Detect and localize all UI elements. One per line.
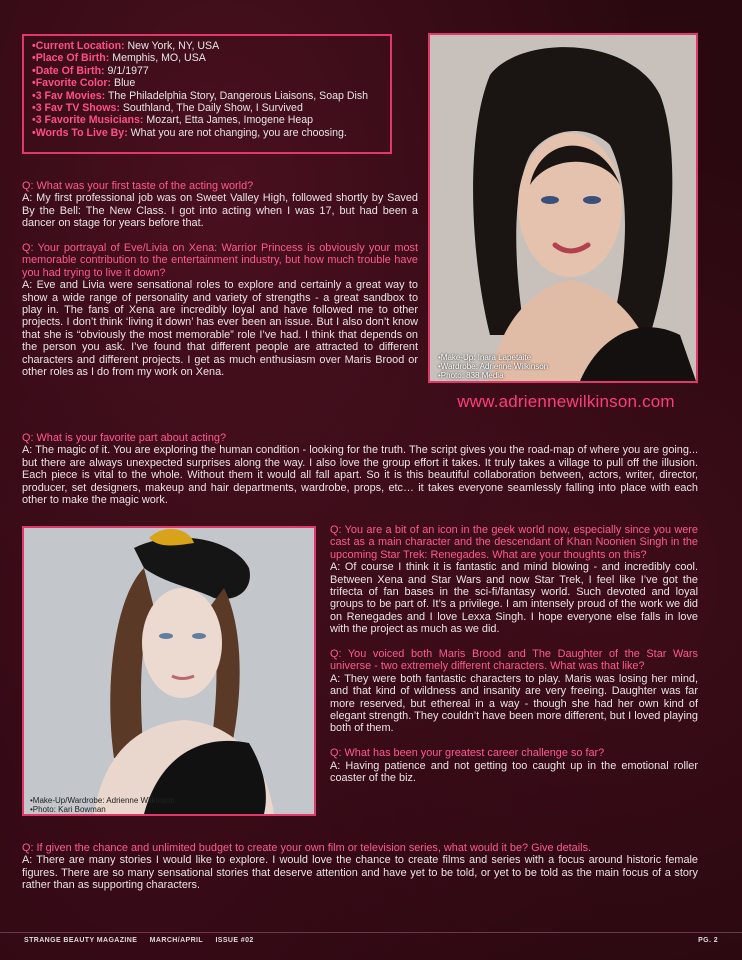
- fact-item: [32, 77, 382, 89]
- fact-value: Southland, The Daily Show, I Survived: [119, 102, 303, 115]
- page-number: PG. 2: [698, 937, 718, 944]
- fact-item: [32, 90, 382, 102]
- fact-item: [32, 40, 382, 52]
- qa-block: [22, 180, 418, 230]
- interview-column-2: [330, 524, 698, 797]
- fact-value: Mozart, Etta James, Imogene Heap: [143, 114, 314, 127]
- answer: A: There are many stories I would like to explore. I would love the chance to create films and series with a focus around historic female figures. There are so many sensational stories that deserve attention and have yet to be told, or yet to be told as the main focus of a story rather than as supporting characters.: [22, 854, 698, 892]
- answer: A: They were both fantastic characters to play. Maris was losing her mind, and that kind of wildness and insanity are very freeing. Daughter was far more reserved, but ethereal in a way - though she had her own kind of elegant strength. They couldn’t have been more different, but I loved playing both of them.: [330, 672, 698, 735]
- fact-value: Blue: [111, 77, 136, 90]
- question: Q: You are a bit of an icon in the geek world now, especially since you were cast as a main character and the descendant of Khan Noonien Singh in the upcoming Star Trek: Renegades. What are your thoughts on this?: [330, 524, 698, 561]
- answer: A: Eve and Livia were sensational roles to explore and certainly a great way to show a wide range of personality and variety of strengths - a great sandbox to play in. The fans of Xena are incredibly loyal and have followed me to other projects. I don’t think ‘living it down’ has ever been an issue. But I also don’t know that she is “obviously the most memorable” role I’ve had. I think that depends on the person you ask. I’ve found that different people are attracted to different characters and different projects. I get as much enthusiasm over Maris Brood or other roles as I do from my work on Xena.: [22, 279, 418, 379]
- qa-block: [330, 524, 698, 636]
- issue-date: MARCH/APRIL: [149, 937, 204, 944]
- photo-credits-2: [30, 796, 175, 814]
- fact-box: [22, 34, 392, 154]
- portrait-illustration-2: [24, 528, 314, 814]
- answer: A: My first professional job was on Sweet Valley High, followed shortly by Saved By the Bell: The New Class. I got into acting when I was 17, but had been a dancer on stage for years before that.: [22, 192, 418, 230]
- interview-full-width-2: [22, 842, 698, 904]
- fact-label: •3 Fav Movies:: [32, 89, 106, 102]
- fact-label: •Current Location:: [32, 40, 125, 52]
- portrait-illustration-1: [430, 35, 696, 381]
- magazine-name: STRANGE BEAUTY MAGAZINE: [24, 937, 138, 944]
- credit-line: •Make-Up/Wardrobe: Adrienne Wilkinson: [30, 796, 175, 805]
- fact-label: •Words To Live By:: [32, 126, 128, 139]
- credit-line: •Photo: 838 Media: [438, 371, 504, 380]
- answer: A: Having patience and not getting too caught up in the emotional roller coaster of the biz.: [330, 759, 698, 785]
- fact-item: [32, 65, 382, 77]
- qa-block: [22, 842, 698, 892]
- credit-line: •Photo: Kari Bowman: [30, 805, 106, 814]
- fact-item: [32, 127, 382, 139]
- fact-value: The Philadelphia Story, Dangerous Liaisons, Soap Dish: [105, 89, 369, 102]
- question: Q: What is your favorite part about acting?: [22, 432, 226, 444]
- question: Q: You voiced both Maris Brood and The Daughter of the Star Wars universe - two extremely different characters. What was that like?: [330, 648, 698, 673]
- fact-value: Memphis, MO, USA: [109, 52, 206, 65]
- fact-value: 9/1/1977: [104, 64, 149, 77]
- interview-column-1: [22, 180, 418, 391]
- portrait-photo-1: [428, 33, 698, 383]
- qa-block: [330, 747, 698, 784]
- page-footer: [0, 932, 742, 947]
- question: Q: If given the chance and unlimited budget to create your own film or television series, what would it be? Give details.: [22, 842, 592, 854]
- fact-label: •Place Of Birth:: [32, 52, 110, 65]
- credit-line: •Wardrobe: Adrienne Wilkinson: [438, 362, 549, 371]
- fact-label: •Favorite Color:: [32, 77, 112, 90]
- fact-item: [32, 102, 382, 114]
- fact-item: [32, 114, 382, 126]
- website-link[interactable]: www.adriennewilkinson.com: [457, 392, 675, 411]
- fact-label: •Date Of Birth:: [32, 64, 105, 77]
- answer: A: Of course I think it is fantastic and mind blowing - and incredibly cool. Between Xena and Star Wars and now Star Trek, I feel like I’ve got the trifecta of fan bases in the sci-fi/fantasy world. Such devoted and loyal groups to be part of. It’s a privilege. I am intensely proud of the work we did on Renegades and I love Lexxa Singh. I hope everyone else falls in love with the project as much as we did.: [330, 561, 698, 636]
- fact-item: [32, 52, 382, 64]
- interview-full-width-1: [22, 432, 698, 519]
- fact-label: •3 Favorite Musicians:: [32, 114, 144, 127]
- qa-block: [22, 432, 698, 506]
- fact-value: What you are not changing, you are choosing.: [127, 126, 347, 139]
- question: Q: Your portrayal of Eve/Livia on Xena: Warrior Princess is obviously your most memorable contribution to the entertainment industry, but how much trouble have you had trying to live it down?: [22, 242, 418, 279]
- question: Q: What has been your greatest career challenge so far?: [330, 747, 605, 760]
- qa-block: [22, 242, 418, 378]
- fact-label: •3 Fav TV Shows:: [32, 102, 120, 115]
- fact-value: New York, NY, USA: [124, 40, 220, 52]
- qa-block: [330, 648, 698, 735]
- photo-credits-1: [438, 353, 548, 380]
- credit-line: •Make-Up: Inara Lapetaite: [438, 353, 532, 362]
- portrait-photo-2: [22, 526, 316, 816]
- issue-number: ISSUE #02: [215, 937, 254, 944]
- question: Q: What was your first taste of the acting world?: [22, 180, 254, 192]
- answer: A: The magic of it. You are exploring the human condition - looking for the truth. The script gives you the road-map of where you are going... but there are always unexpected surprises along the way. I also love the group effort it takes. It truly takes a village to pull off the illusion. Each piece is vital to the whole. Without them it would all fall apart. So it is this beautiful collaboration between, actors, writer, director, producer, set designers, makeup and hair departments, wardrobe, props, etc… it takes everyone seamlessly falling into place with each other to make the magic work.: [22, 444, 698, 507]
